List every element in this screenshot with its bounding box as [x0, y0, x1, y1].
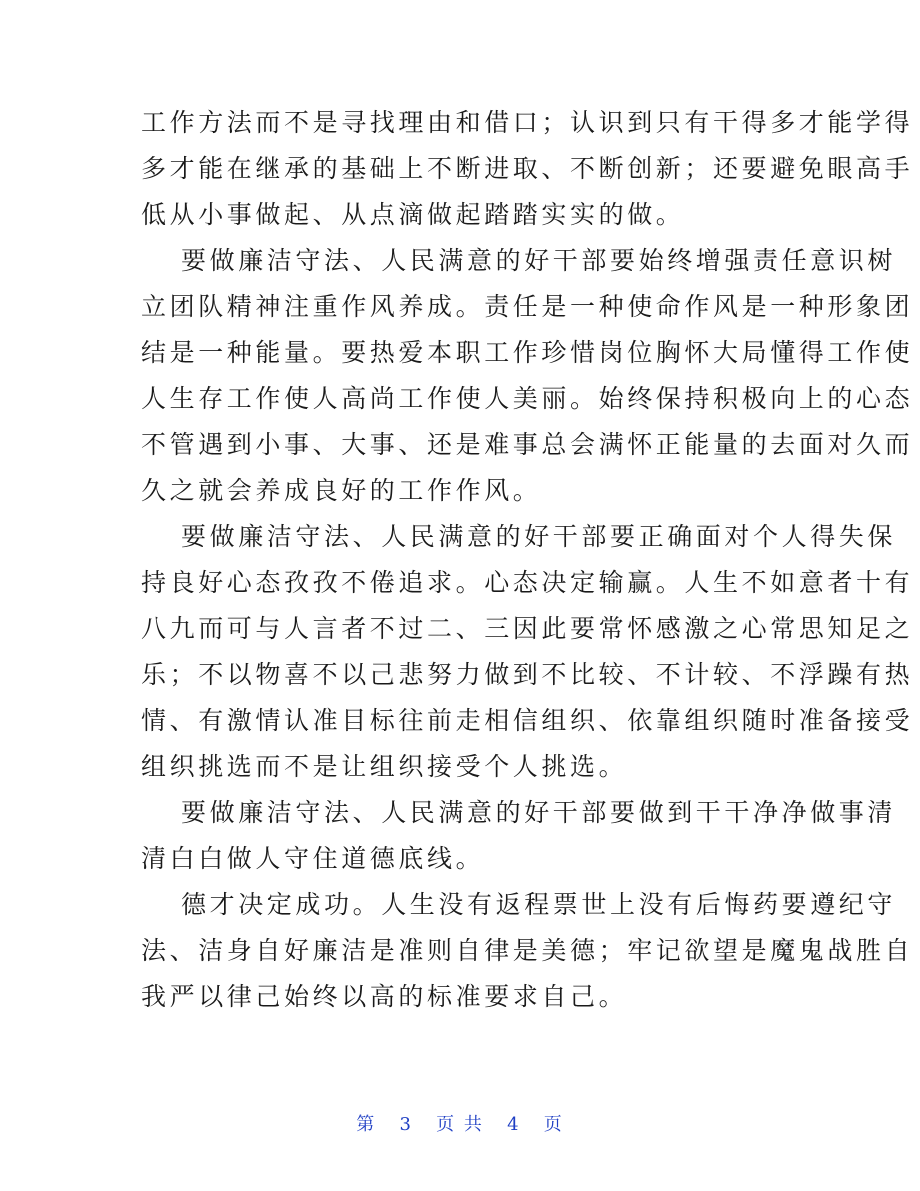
text-line: 要做廉洁守法、人民满意的好干部要正确面对个人得失保 [181, 522, 897, 551]
footer-middle: 页 共 [436, 1114, 484, 1135]
footer-suffix: 页 [543, 1114, 564, 1135]
text-line: 法、洁身自好廉洁是准则自律是美德；牢记欲望是魔鬼战胜自 [141, 936, 914, 965]
text-line: 结是一种能量。要热爱本职工作珍惜岗位胸怀大局懂得工作使 [141, 338, 914, 367]
footer-prefix: 第 [356, 1114, 377, 1135]
text-line: 多才能在继承的基础上不断进取、不断创新；还要避免眼高手 [141, 154, 914, 183]
text-line: 立团队精神注重作风养成。责任是一种使命作风是一种形象团 [141, 292, 914, 321]
text-line: 乐；不以物喜不以己悲努力做到不比较、不计较、不浮躁有热 [141, 660, 914, 689]
footer-current-page: 3 [399, 1114, 413, 1135]
text-line: 人生存工作使人高尚工作使人美丽。始终保持积极向上的心态 [141, 384, 914, 413]
text-line: 德才决定成功。人生没有返程票世上没有后悔药要遵纪守 [181, 890, 897, 919]
body-text [141, 100, 914, 1020]
page-number-footer [0, 1110, 920, 1136]
text-line: 要做廉洁守法、人民满意的好干部要做到干干净净做事清 [181, 798, 897, 827]
text-line: 八九而可与人言者不过二、三因此要常怀感激之心常思知足之 [141, 614, 914, 643]
text-line: 低从小事做起、从点滴做起踏踏实实的做。 [141, 200, 685, 229]
text-line: 要做廉洁守法、人民满意的好干部要始终增强责任意识树 [181, 246, 897, 275]
text-line: 清白白做人守住道德底线。 [141, 844, 485, 873]
text-line: 不管遇到小事、大事、还是难事总会满怀正能量的去面对久而 [141, 430, 914, 459]
text-line: 组织挑选而不是让组织接受个人挑选。 [141, 752, 628, 781]
text-line: 工作方法而不是寻找理由和借口；认识到只有干得多才能学得 [141, 108, 914, 137]
text-line: 我严以律己始终以高的标准要求自己。 [141, 982, 628, 1011]
text-line: 久之就会养成良好的工作作风。 [141, 476, 542, 505]
text-line: 情、有激情认准目标往前走相信组织、依靠组织随时准备接受 [141, 706, 914, 735]
text-line: 持良好心态孜孜不倦追求。心态决定输赢。人生不如意者十有 [141, 568, 914, 597]
footer-total-pages: 4 [507, 1114, 521, 1135]
